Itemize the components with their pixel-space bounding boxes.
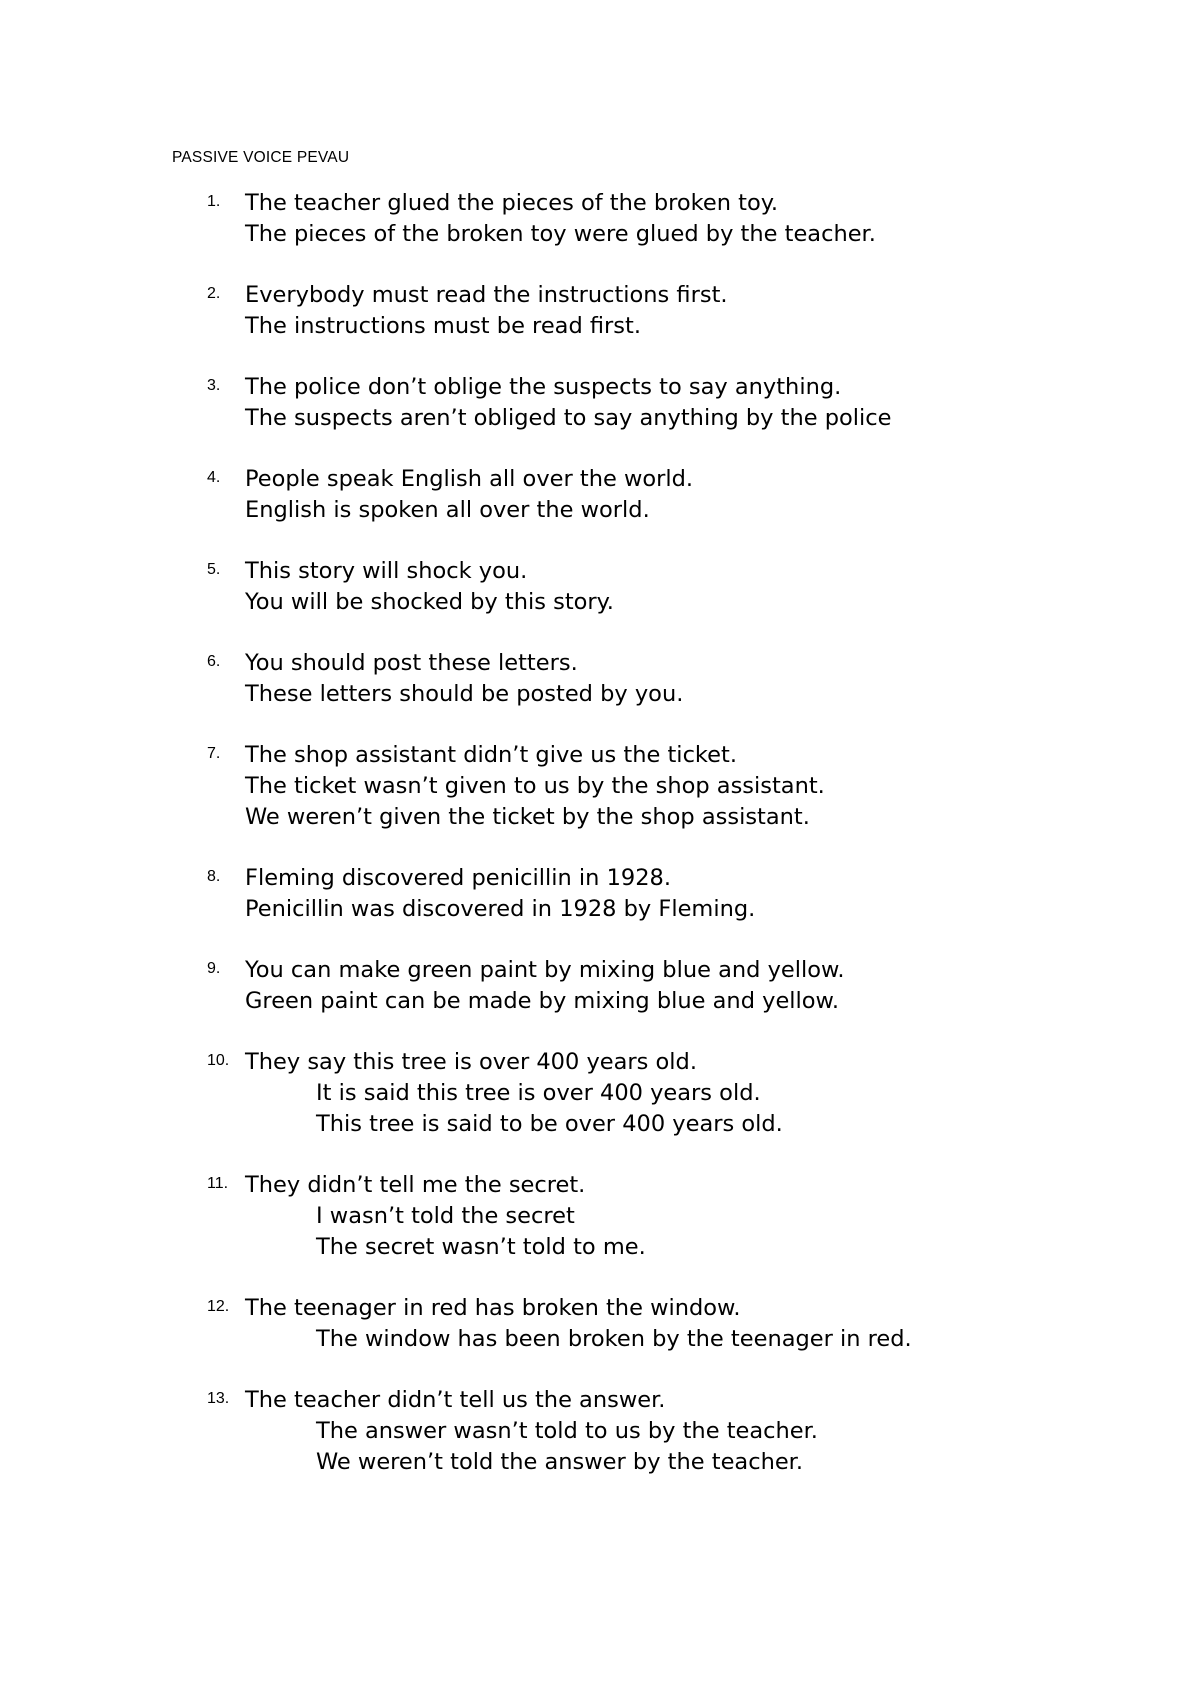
passive-sentence: Green paint can be made by mixing blue and yellow. <box>245 988 840 1014</box>
passive-sentence: You will be shocked by this story. <box>245 589 614 615</box>
exercise-list <box>0 188 1200 1508</box>
passive-sentence: This tree is said to be over 400 years old. <box>316 1111 783 1137</box>
passive-sentence: The answer wasn’t told to us by the teacher. <box>316 1418 818 1444</box>
passive-sentence: The pieces of the broken toy were glued by the teacher. <box>245 221 876 247</box>
exercise-item <box>0 280 1200 342</box>
passive-sentence: The ticket wasn’t given to us by the shop assistant. <box>245 773 825 799</box>
active-sentence: You can make green paint by mixing blue and yellow. <box>245 957 845 983</box>
exercise-item <box>0 863 1200 925</box>
active-sentence: People speak English all over the world. <box>245 466 694 492</box>
active-sentence: You should post these letters. <box>245 650 578 676</box>
exercise-item <box>0 372 1200 434</box>
exercise-item <box>0 188 1200 250</box>
exercise-item <box>0 740 1200 833</box>
passive-sentence: We weren’t given the ticket by the shop assistant. <box>245 804 810 830</box>
item-number: 11. <box>207 1175 229 1192</box>
passive-sentence: The window has been broken by the teenager in red. <box>316 1326 912 1352</box>
active-sentence: They didn’t tell me the secret. <box>245 1172 586 1198</box>
passive-sentence: Penicillin was discovered in 1928 by Fleming. <box>245 896 756 922</box>
passive-sentence: We weren’t told the answer by the teacher. <box>316 1449 804 1475</box>
active-sentence: Fleming discovered penicillin in 1928. <box>245 865 671 891</box>
passive-sentence: It is said this tree is over 400 years old. <box>316 1080 761 1106</box>
item-number: 9. <box>207 960 221 977</box>
active-sentence: This story will shock you. <box>245 558 528 584</box>
active-sentence: The police don’t oblige the suspects to say anything. <box>245 374 842 400</box>
passive-sentence: These letters should be posted by you. <box>245 681 684 707</box>
active-sentence: The teacher glued the pieces of the broken toy. <box>245 190 778 216</box>
passive-sentence: The instructions must be read first. <box>245 313 642 339</box>
document-title: PASSIVE VOICE PEVAU <box>172 149 350 166</box>
exercise-item <box>0 648 1200 710</box>
exercise-item <box>0 556 1200 618</box>
passive-sentence: I wasn’t told the secret <box>316 1203 575 1229</box>
item-number: 6. <box>207 653 221 670</box>
item-number: 10. <box>207 1052 230 1069</box>
active-sentence: The teenager in red has broken the window. <box>245 1295 741 1321</box>
item-number: 3. <box>207 377 221 394</box>
item-number: 8. <box>207 868 221 885</box>
item-number: 1. <box>207 193 221 210</box>
active-sentence: The shop assistant didn’t give us the ticket. <box>245 742 737 768</box>
active-sentence: The teacher didn’t tell us the answer. <box>245 1387 666 1413</box>
exercise-item <box>0 1385 1200 1478</box>
exercise-item <box>0 955 1200 1017</box>
active-sentence: Everybody must read the instructions first. <box>245 282 728 308</box>
item-number: 2. <box>207 285 221 302</box>
passive-sentence: The secret wasn’t told to me. <box>316 1234 646 1260</box>
exercise-item <box>0 1047 1200 1140</box>
exercise-item <box>0 1170 1200 1263</box>
passive-sentence: English is spoken all over the world. <box>245 497 650 523</box>
exercise-item <box>0 464 1200 526</box>
item-number: 4. <box>207 469 221 486</box>
exercise-item <box>0 1293 1200 1355</box>
passive-sentence: The suspects aren’t obliged to say anything by the police <box>245 405 892 431</box>
item-number: 7. <box>207 745 221 762</box>
item-number: 12. <box>207 1298 230 1315</box>
item-number: 13. <box>207 1390 230 1407</box>
active-sentence: They say this tree is over 400 years old. <box>245 1049 697 1075</box>
item-number: 5. <box>207 561 221 578</box>
